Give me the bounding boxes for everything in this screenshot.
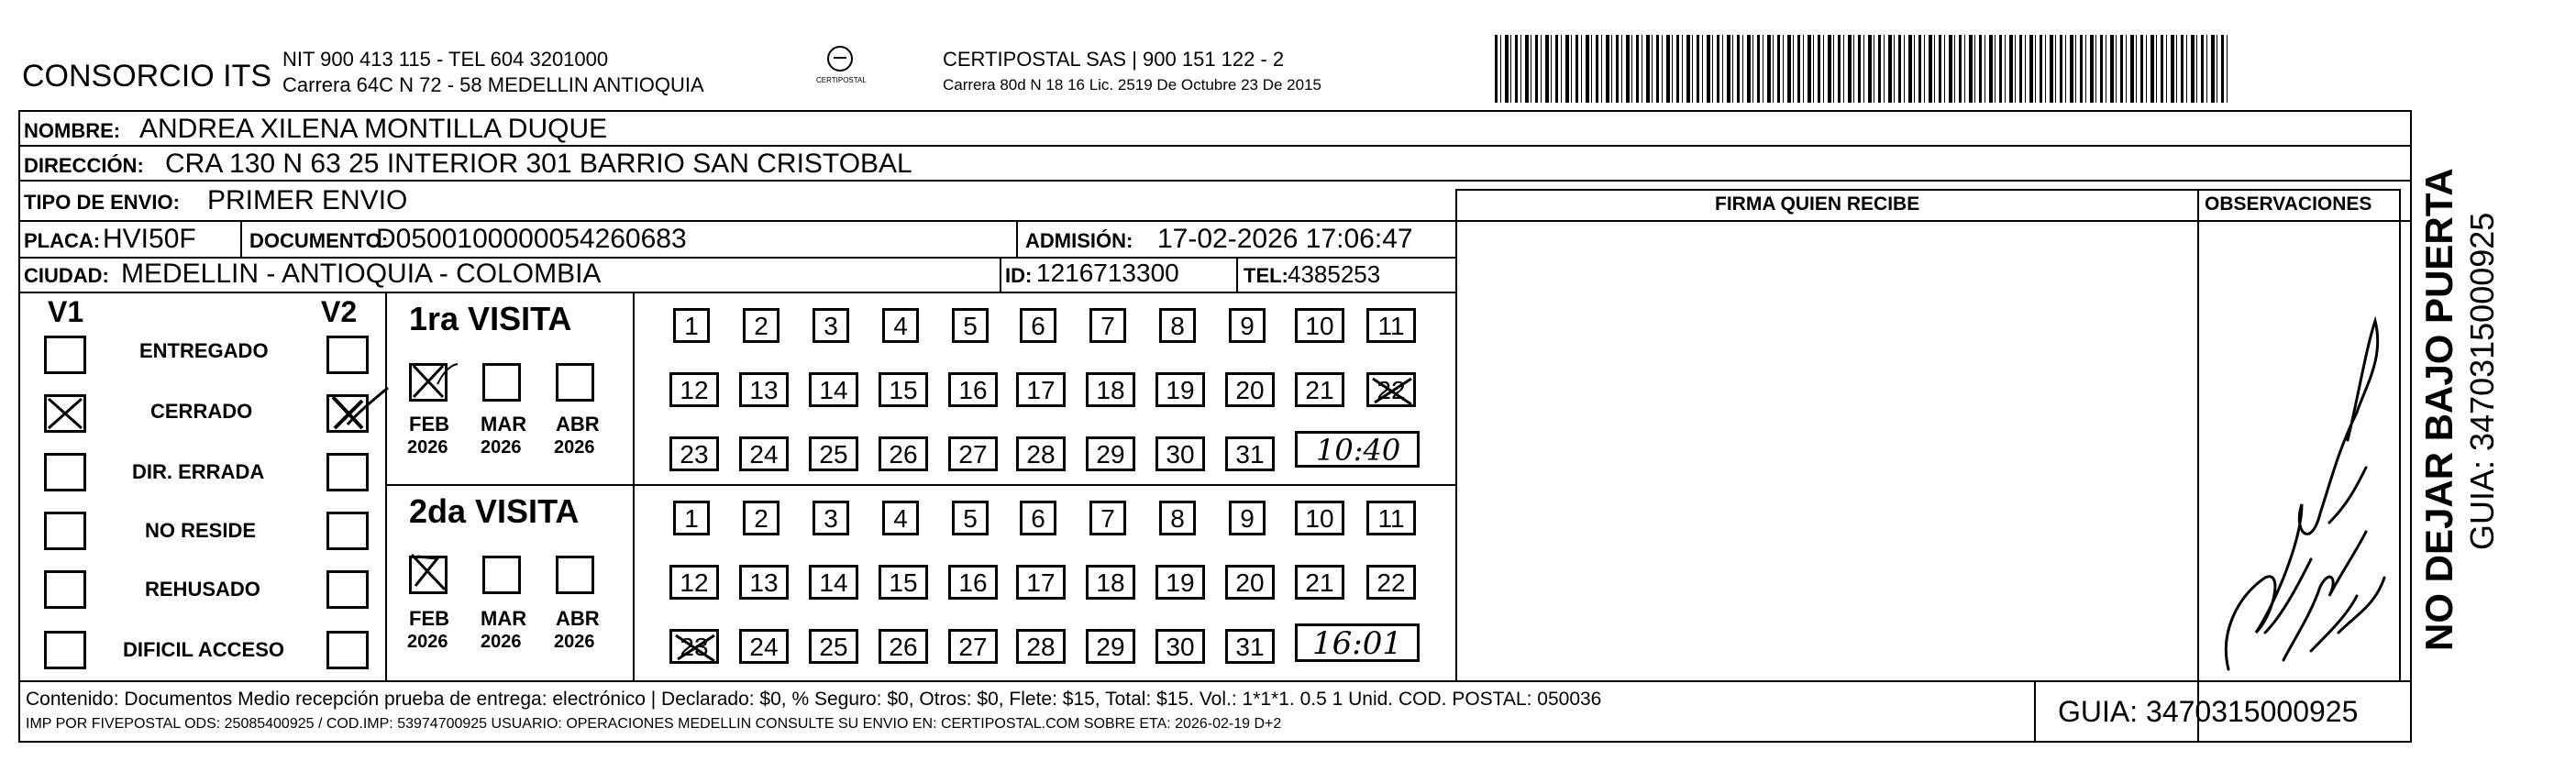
day-box[interactable]: 2 <box>743 308 779 343</box>
day-box[interactable]: 1 <box>673 501 710 535</box>
day-box[interactable]: 28 <box>1016 436 1066 471</box>
recipient-city: MEDELLIN - ANTIOQUIA - COLOMBIA <box>121 259 602 289</box>
print-line: IMP POR FIVEPOSTAL ODS: 25085400925 / COD.IMP: 53974700925 USUARIO: OPERACIONES MEDELLIN CONSULTE SU ENVIO EN: CERTIPOSTAL.COM SOBRE ETA: 2026-02-19 D+2 <box>26 716 1282 732</box>
v2-month-abr-box[interactable] <box>556 556 594 594</box>
id-label: ID: <box>1005 264 1033 287</box>
v1-not-resident-checkbox[interactable] <box>44 512 86 550</box>
day-box[interactable]: 15 <box>879 565 928 600</box>
day-box[interactable]: 12 <box>669 372 719 407</box>
day-box[interactable]: 7 <box>1089 308 1126 343</box>
day-box[interactable]: 11 <box>1366 308 1416 343</box>
second-visit-time: 16:01 <box>1312 625 1402 662</box>
day-box[interactable]: 31 <box>1225 629 1275 664</box>
day-box[interactable]: 26 <box>879 629 928 664</box>
day-box[interactable]: 26 <box>879 436 928 471</box>
status-wrong-address: DIR. ERRADA <box>132 460 265 483</box>
day-box[interactable]: 5 <box>952 501 989 535</box>
recipient-name: ANDREA XILENA MONTILLA DUQUE <box>139 114 608 144</box>
admission-datetime: 17-02-2026 17:06:47 <box>1157 224 1413 254</box>
document-number: D0500100000054260683 <box>376 224 687 254</box>
v2-year-abr: 2026 <box>554 632 595 652</box>
day-box[interactable]: 31 <box>1225 436 1275 471</box>
day-box[interactable]: 23 <box>669 629 719 664</box>
day-box[interactable]: 9 <box>1229 501 1266 535</box>
v1-wrong-address-checkbox[interactable] <box>44 453 86 491</box>
day-box[interactable]: 30 <box>1155 629 1205 664</box>
status-difficult-access: DIFICIL ACCESO <box>123 638 285 661</box>
v2-month-mar-box[interactable] <box>482 556 521 594</box>
footer-guide: GUIA: 3470315000925 <box>2058 695 2359 728</box>
v1-refused-checkbox[interactable] <box>44 570 86 609</box>
v1-year-mar: 2026 <box>481 437 522 458</box>
signature-header: FIRMA QUIEN RECIBE <box>1715 193 1920 215</box>
v2-closed-checkbox[interactable] <box>326 394 369 433</box>
day-box[interactable]: 13 <box>739 372 789 407</box>
status-delivered: ENTREGADO <box>139 339 269 362</box>
day-box[interactable]: 8 <box>1159 308 1196 343</box>
day-box[interactable]: 15 <box>879 372 928 407</box>
day-box[interactable]: 20 <box>1225 372 1275 407</box>
day-box[interactable]: 16 <box>948 565 998 600</box>
day-box[interactable]: 3 <box>813 308 849 343</box>
second-visit-time-box[interactable] <box>1295 623 1420 662</box>
day-box[interactable]: 19 <box>1155 372 1205 407</box>
day-box[interactable]: 21 <box>1295 565 1344 600</box>
day-box[interactable]: 5 <box>952 308 989 343</box>
day-box[interactable]: 27 <box>948 629 998 664</box>
day-box[interactable]: 14 <box>809 565 858 600</box>
shipping-type-label: TIPO DE ENVIO: <box>24 191 180 214</box>
day-box[interactable]: 8 <box>1159 501 1196 535</box>
v1-year-feb: 2026 <box>407 437 448 458</box>
company-name: CONSORCIO ITS <box>22 59 272 94</box>
content-line: Contenido: Documentos Medio recepción prueba de entrega: electrónico | Declarado: $0, % Seguro: $0, Otros: $0, Flete: $15, Total: $15. Vol.: 1*1*1. 0.5 1 Unid. COD. POSTAL: 050036 <box>26 689 1602 710</box>
v2-month-feb: FEB <box>409 607 449 630</box>
side-guide: GUIA: 3470315000925 <box>2463 212 2501 550</box>
day-box[interactable]: 3 <box>813 501 849 535</box>
courier-address: Carrera 80d N 18 16 Lic. 2519 De Octubre 23 De 2015 <box>943 76 1321 94</box>
v1-delivered-checkbox[interactable] <box>44 336 86 374</box>
day-box[interactable]: 7 <box>1089 501 1126 535</box>
day-box[interactable]: 22 <box>1366 372 1416 407</box>
v2-refused-checkbox[interactable] <box>326 570 369 609</box>
logo-caption: CERTIPOSTAL <box>816 76 867 84</box>
first-visit-time-box[interactable] <box>1295 431 1420 468</box>
day-box[interactable]: 10 <box>1295 308 1344 343</box>
v1-year-abr: 2026 <box>554 437 595 458</box>
v1-month-mar: MAR <box>481 413 527 436</box>
day-box[interactable]: 23 <box>669 436 719 471</box>
day-box[interactable]: 24 <box>739 629 789 664</box>
v2-delivered-checkbox[interactable] <box>326 336 369 374</box>
v1-month-mar-box[interactable] <box>482 363 521 402</box>
v1-difficult-access-checkbox[interactable] <box>44 631 86 669</box>
shipping-type: PRIMER ENVIO <box>207 185 408 215</box>
company-address: Carrera 64C N 72 - 58 MEDELLIN ANTIOQUIA <box>282 73 704 96</box>
v2-month-abr: ABR <box>556 607 600 630</box>
address-label: DIRECCIÓN: <box>24 154 144 177</box>
first-visit-title: 1ra VISITA <box>409 300 572 337</box>
day-box[interactable]: 25 <box>809 436 858 471</box>
company-nit: NIT 900 413 115 - TEL 604 3201000 <box>282 48 609 71</box>
day-box[interactable]: 29 <box>1086 629 1135 664</box>
v1-closed-checkbox[interactable] <box>44 394 86 433</box>
v1-month-feb: FEB <box>409 413 449 436</box>
day-box[interactable]: 22 <box>1366 565 1416 600</box>
day-box[interactable]: 17 <box>1016 565 1066 600</box>
day-box[interactable]: 13 <box>739 565 789 600</box>
status-not-resident: NO RESIDE <box>145 519 257 542</box>
day-box[interactable]: 6 <box>1020 501 1056 535</box>
day-box[interactable]: 11 <box>1366 501 1416 535</box>
day-box[interactable]: 29 <box>1086 436 1135 471</box>
day-box[interactable]: 14 <box>809 372 858 407</box>
v2-year-feb: 2026 <box>407 632 448 652</box>
day-box[interactable]: 2 <box>743 501 779 535</box>
day-box[interactable]: 20 <box>1225 565 1275 600</box>
vehicle-plate: HVI50F <box>103 224 196 254</box>
day-box[interactable]: 27 <box>948 436 998 471</box>
day-box[interactable]: 9 <box>1229 308 1266 343</box>
first-visit-time: 10:40 <box>1316 433 1401 468</box>
day-box[interactable]: 4 <box>882 501 919 535</box>
observations-header: OBSERVACIONES <box>2205 193 2372 215</box>
document-label: DOCUMENTO: <box>249 229 389 252</box>
day-box[interactable]: 30 <box>1155 436 1205 471</box>
day-box[interactable]: 18 <box>1086 565 1135 600</box>
v2-month-feb-box[interactable] <box>409 556 448 594</box>
day-box[interactable]: 6 <box>1020 308 1056 343</box>
v2-year-mar: 2026 <box>481 632 522 652</box>
admission-label: ADMISIÓN: <box>1025 229 1133 252</box>
city-label: CIUDAD: <box>24 264 109 287</box>
name-label: NOMBRE: <box>24 119 121 142</box>
day-mark-icon <box>672 632 718 665</box>
v1-month-abr: ABR <box>556 413 600 436</box>
day-mark-icon <box>1369 375 1415 408</box>
day-box[interactable]: 25 <box>809 629 858 664</box>
certipostal-logo-icon <box>827 46 853 72</box>
no-under-door-warning: NO DEJAR BAJO PUERTA <box>2417 168 2460 651</box>
day-box[interactable]: 12 <box>669 565 719 600</box>
v1-month-feb-box[interactable] <box>409 363 448 402</box>
day-box[interactable]: 24 <box>739 436 789 471</box>
v2-not-resident-checkbox[interactable] <box>326 512 369 550</box>
v1-label: V1 <box>48 295 84 328</box>
recipient-tel: 4385253 <box>1288 260 1381 288</box>
v2-label: V2 <box>321 295 358 328</box>
status-closed: CERRADO <box>150 400 253 423</box>
day-box[interactable]: 17 <box>1016 372 1066 407</box>
day-box[interactable]: 28 <box>1016 629 1066 664</box>
day-box[interactable]: 18 <box>1086 372 1135 407</box>
recipient-address: CRA 130 N 63 25 INTERIOR 301 BARRIO SAN CRISTOBAL <box>165 149 912 179</box>
day-box[interactable]: 10 <box>1295 501 1344 535</box>
second-visit-title: 2da VISITA <box>409 492 580 530</box>
v2-wrong-address-checkbox[interactable] <box>326 453 369 491</box>
v2-month-mar: MAR <box>481 607 527 630</box>
day-box[interactable]: 21 <box>1295 372 1344 407</box>
recipient-id: 1216713300 <box>1036 259 1179 287</box>
tracking-barcode <box>1495 35 2228 103</box>
day-box[interactable]: 16 <box>948 372 998 407</box>
v1-month-abr-box[interactable] <box>556 363 594 402</box>
day-box[interactable]: 19 <box>1155 565 1205 600</box>
tel-label: TEL: <box>1244 264 1288 287</box>
v2-difficult-access-checkbox[interactable] <box>326 631 369 669</box>
day-box[interactable]: 1 <box>673 308 710 343</box>
handwritten-signature <box>2201 303 2394 678</box>
courier-info: CERTIPOSTAL SAS | 900 151 122 - 2 <box>943 48 1285 71</box>
plate-label: PLACA: <box>24 229 101 252</box>
status-refused: REHUSADO <box>145 578 260 601</box>
day-box[interactable]: 4 <box>882 308 919 343</box>
